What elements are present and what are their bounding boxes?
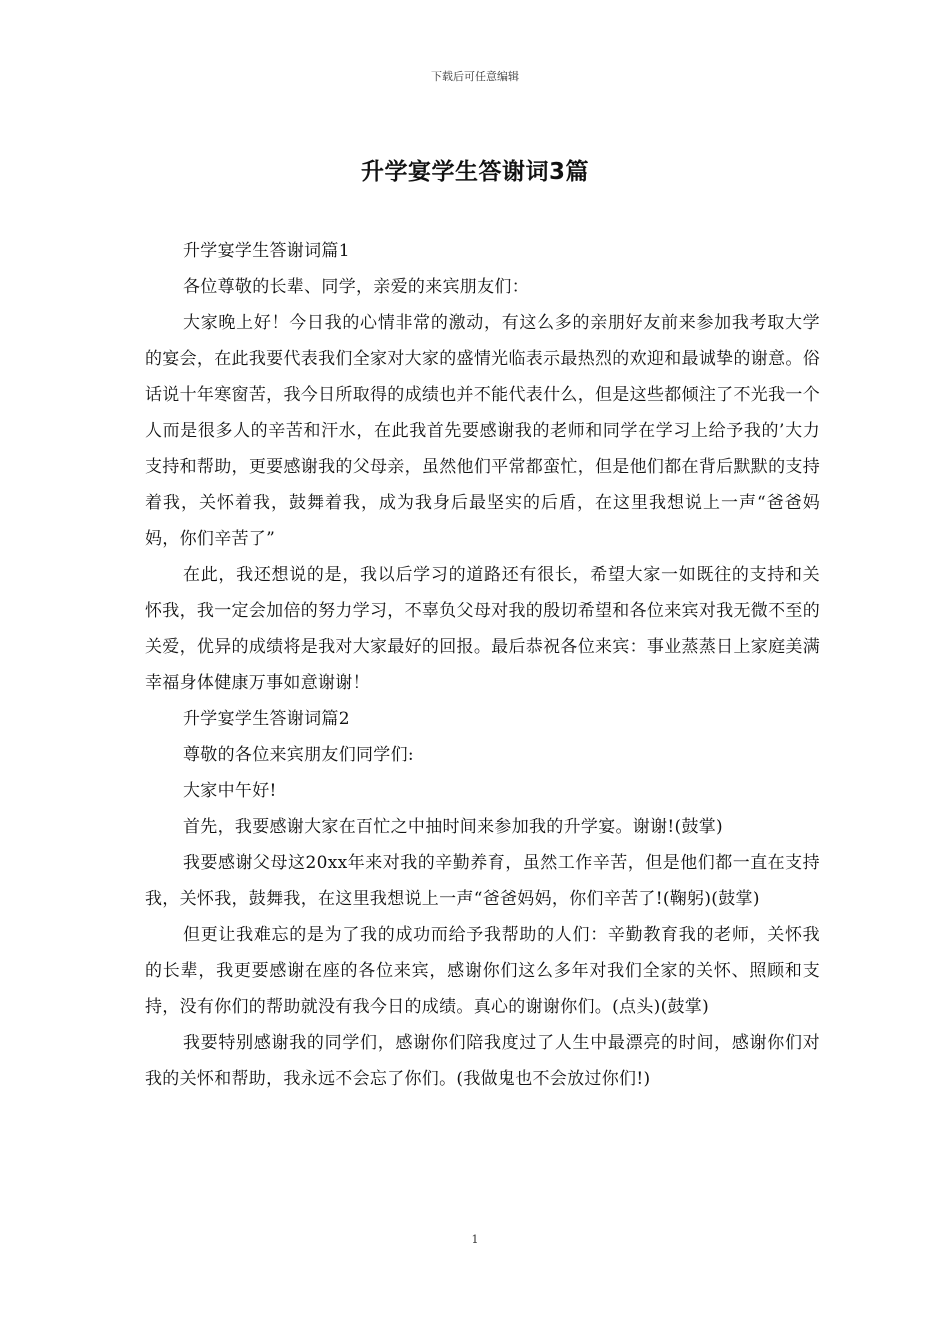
document-body	[145, 233, 820, 1097]
body-paragraph: 我要特别感谢我的同学们，感谢你们陪我度过了人生中最漂亮的时间，感谢你们对我的关怀和帮助，我永远不会忘了你们。(我做鬼也不会放过你们!)	[145, 1033, 820, 1089]
body-paragraph: 在此，我还想说的是，我以后学习的道路还有很长，希望大家一如既往的支持和关怀我，我一定会加倍的努力学习，不辜负父母对我的殷切希望和各位来宾对我无微不至的关爱，优异的成绩将是我对大家最好的回报。最后恭祝各位来宾：事业蒸蒸日上家庭美满幸福身体健康万事如意谢谢！	[145, 565, 820, 693]
section-heading-2: 升学宴学生答谢词篇2	[183, 709, 350, 729]
page-number: 1	[471, 1233, 479, 1246]
salutation-1: 各位尊敬的长辈、同学，亲爱的来宾朋友们：	[183, 277, 529, 297]
header-note: 下载后可任意编辑	[431, 70, 519, 83]
greeting: 大家中午好!	[183, 781, 277, 801]
salutation-2: 尊敬的各位来宾朋友们同学们:	[183, 745, 414, 765]
body-paragraph: 但更让我难忘的是为了我的成功而给予我帮助的人们：辛勤教育我的老师，关怀我的长辈，我更要感谢在座的各位来宾，感谢你们这么多年对我们全家的关怀、照顾和支持，没有你们的帮助就没有我今日的成绩。真心的谢谢你们。(点头)(鼓掌)	[145, 925, 820, 1017]
body-paragraph: 大家晚上好！今日我的心情非常的激动，有这么多的亲朋好友前来参加我考取大学的宴会，在此我要代表我们全家对大家的盛情光临表示最热烈的欢迎和最诚挚的谢意。俗话说十年寒窗苦，我今日所取得的成绩也并不能代表什么，但是这些都倾注了不光我一个人而是很多人的辛苦和汗水，在此我首先要感谢我的老师和同学在学习上给予我的’大力支持和帮助，更要感谢我的父母亲，虽然他们平常都蛮忙，但是他们都在背后默默的支持着我，关怀着我，鼓舞着我，成为我身后最坚实的后盾，在这里我想说上一声“爸爸妈妈，你们辛苦了”	[145, 313, 820, 549]
body-paragraph: 我要感谢父母这20xx年来对我的辛勤养育，虽然工作辛苦，但是他们都一直在支持我，关怀我，鼓舞我，在这里我想说上一声“爸爸妈妈，你们辛苦了!(鞠躬)(鼓掌)	[145, 853, 820, 909]
document-title: 升学宴学生答谢词3篇	[360, 159, 589, 185]
body-paragraph: 首先，我要感谢大家在百忙之中抽时间来参加我的升学宴。谢谢!(鼓掌)	[183, 817, 723, 837]
section-heading-1: 升学宴学生答谢词篇1	[183, 241, 350, 261]
